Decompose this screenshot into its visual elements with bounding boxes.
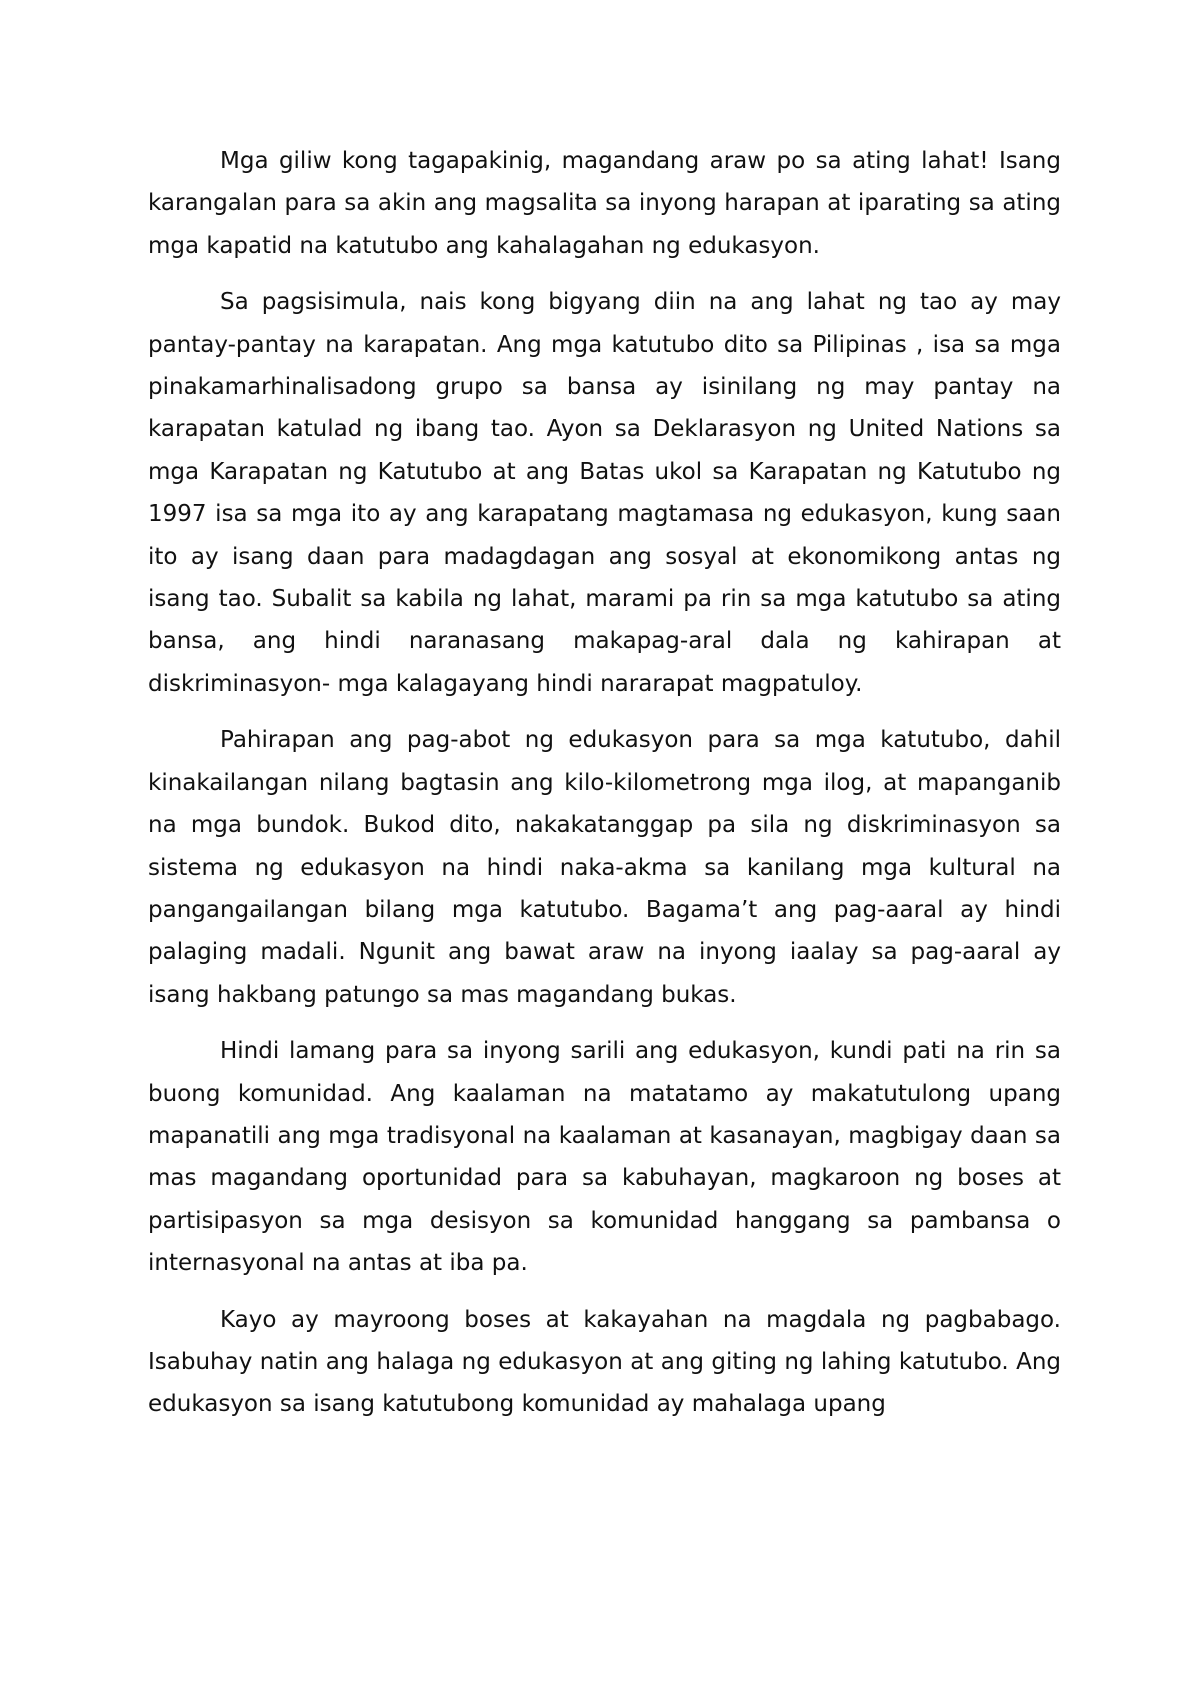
paragraph-2: Sa pagsisimula, nais kong bigyang diin na ang lahat ng tao ay may pantay-pantay na karapatan. Ang mga katutubo dito sa Pilipinas , isa sa mga pinakamarhinalisadong grupo sa bansa ay isinilang ng may pantay na karapatan katulad ng ibang tao. Ayon sa Deklarasyon ng United Nations sa mga Karapatan ng Katutubo at ang Batas ukol sa Karapatan ng Katutubo ng 1997 isa sa mga ito ay ang karapatang magtamasa ng edukasyon, kung saan ito ay isang daan para madagdagan ang sosyal at ekonomikong antas ng isang tao. Subalit sa kabila ng lahat, marami pa rin sa mga katutubo sa ating bansa, ang hindi naranasang makapag-aral dala ng kahirapan at diskriminasyon- mga kalagayang hindi nararapat magpatuloy. xyxy=(148,289,1061,697)
paragraph-3: Pahirapan ang pag-abot ng edukasyon para sa mga katutubo, dahil kinakailangan nilang bagtasin ang kilo-kilometrong mga ilog, at mapanganib na mga bundok. Bukod dito, nakakatanggap pa sila ng diskriminasyon sa sistema ng edukasyon na hindi naka-akma sa kanilang mga kultural na pangangailangan bilang mga katutubo. Bagama’t ang pag-aaral ay hindi palaging madali. Ngunit ang bawat araw na inyong iaalay sa pag-aaral ay isang hakbang patungo sa mas magandang bukas. xyxy=(148,727,1061,1008)
document-body xyxy=(148,140,1061,1440)
paragraph-1: Mga giliw kong tagapakinig, magandang araw po sa ating lahat! Isang karangalan para sa akin ang magsalita sa inyong harapan at iparating sa ating mga kapatid na katutubo ang kahalagahan ng edukasyon. xyxy=(148,148,1061,259)
paragraph-5: Kayo ay mayroong boses at kakayahan na magdala ng pagbabago. Isabuhay natin ang halaga ng edukasyon at ang giting ng lahing katutubo. Ang edukasyon sa isang katutubong komunidad ay mahalaga upang xyxy=(148,1306,1061,1418)
paragraph-4: Hindi lamang para sa inyong sarili ang edukasyon, kundi pati na rin sa buong komunidad. Ang kaalaman na matatamo ay makatutulong upang mapanatili ang mga tradisyonal na kaalaman at kasanayan, magbigay daan sa mas magandang oportunidad para sa kabuhayan, magkaroon ng boses at partisipasyon sa mga desisyon sa komunidad hanggang sa pambansa o internasyonal na antas at iba pa. xyxy=(148,1038,1061,1277)
